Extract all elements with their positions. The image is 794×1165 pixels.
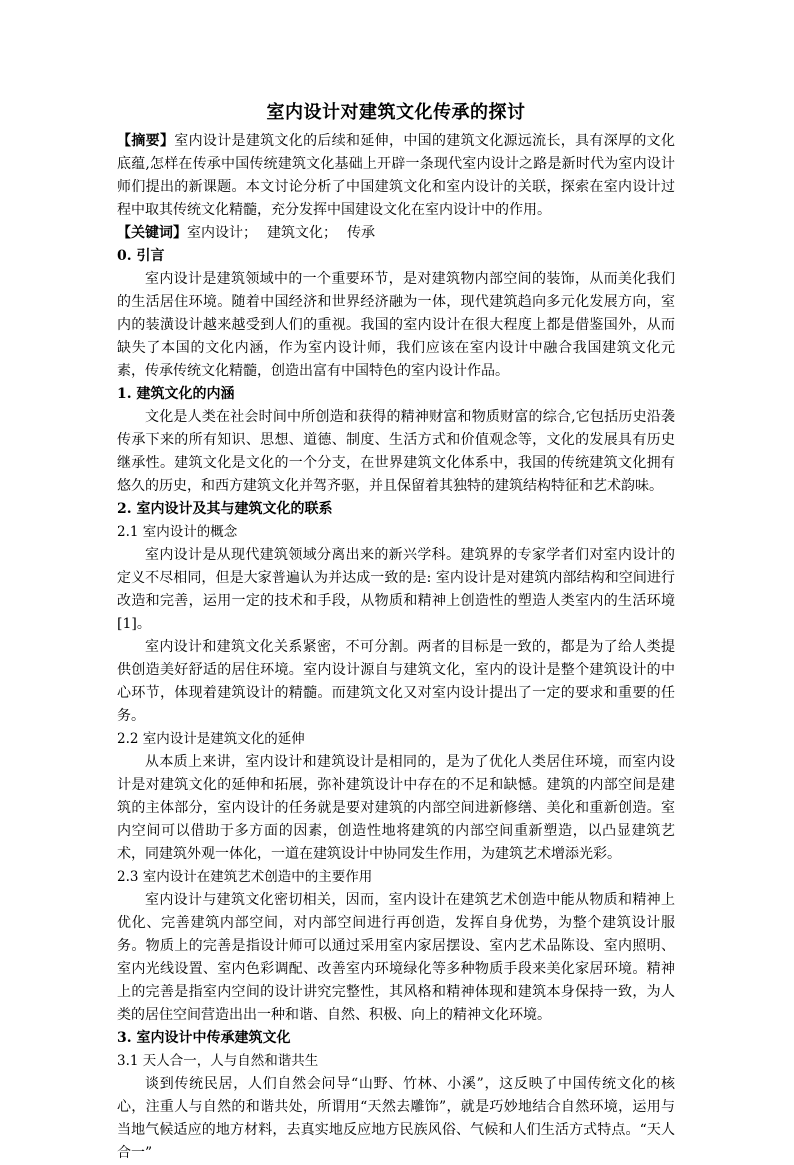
section-heading-introduction: 0. 引言 [117, 248, 165, 264]
body-paragraph: 从本质上来讲，室内设计和建筑设计是相同的，是为了优化人类居住环境，而室内设计是对建筑文化的延伸和拓展，弥补建筑设计中存在的不足和缺憾。建筑的内部空间是建筑的主体部分，室内设计的任务就是要对建筑的内部空间进新修缮、美化和重新创造。室内空间可以借助于多方面的因素，创造性地将建筑的内部空间重新塑造，以凸显建筑艺术，同建筑外观一体化，一道在建筑设计中协同发生作用，为建筑艺术增添光彩。 [117, 754, 675, 862]
body-paragraph: 室内设计是从现代建筑领域分离出来的新兴学科。建筑界的专家学者们对室内设计的定义不尽相同，但是大家普遍认为并达成一致的是: 室内设计是对建筑内部结构和空间进行改造和完善，运用一定的技术和手段，从物质和精神上创造性的塑造人类室内的生活环境[1]。 [117, 547, 675, 632]
keywords-line [117, 222, 675, 245]
abstract-paragraph [117, 130, 675, 222]
body-paragraph: 室内设计与建筑文化密切相关，因而，室内设计在建筑艺术创造中能从物质和精神上优化、完善建筑内部空间，对内部空间进行再创造，发挥自身优势，为整个建筑设计服务。物质上的完善是指设计师可以通过采用室内家居摆设、室内艺术品陈设、室内照明、室内光线设置、室内色彩调配、改善室内环境绿化等多种物质手段来美化家居环境。精神上的完善是指室内空间的设计讲究完整性，其风格和精神体现和建筑本身保持一致，为人类的居住空间营造出出一种和谐、自然、积极、向上的精神文化环境。 [117, 892, 675, 1023]
document-page [117, 100, 675, 1165]
section-heading-culture: 1. 建筑文化的内涵 [117, 386, 235, 402]
abstract-label: 【摘要】 [117, 133, 175, 149]
subsection-heading: 2.3 室内设计在建筑艺术创造中的主要作用 [117, 869, 373, 885]
keyword-item: 传承 [347, 225, 375, 241]
section-heading-inheritance: 3. 室内设计中传承建筑文化 [117, 1030, 291, 1046]
keyword-item: 室内设计； [187, 225, 257, 241]
subsection-heading: 2.2 室内设计是建筑文化的延伸 [117, 731, 305, 747]
subsection-heading: 3.1 天人合一，人与自然和谐共生 [117, 1053, 319, 1069]
section-heading-relation: 2. 室内设计及其与建筑文化的联系 [117, 501, 333, 517]
subsection-heading: 2.1 室内设计的概念 [117, 524, 238, 540]
keyword-item: 建筑文化； [267, 225, 337, 241]
keywords-label: 【关键词】 [117, 225, 187, 241]
paper-title: 室内设计对建筑文化传承的探讨 [266, 102, 526, 123]
body-paragraph: 谈到传统民居，人们自然会问导“山野、竹林、小溪”，这反映了中国传统文化的核心，注重人与自然的和谐共处，所谓用“天然去雕饰”，就是巧妙地结合自然环境，运用与当地气候适应的地方材料，去真实地反应地方民族风俗、气候和人们生活方式特点。“天人合一” [117, 1076, 675, 1161]
body-paragraph: 文化是人类在社会时间中所创造和获得的精神财富和物质财富的综合,它包括历史沿袭传承下来的所有知识、思想、道德、制度、生活方式和价值观念等，文化的发展具有历史继承性。建筑文化是文化的一个分支，在世界建筑文化体系中，我国的传统建筑文化拥有悠久的历史，和西方建筑文化并驾齐驱，并且保留着其独特的建筑结构特征和艺术韵味。 [117, 409, 675, 494]
body-paragraph: 室内设计和建筑文化关系紧密，不可分割。两者的目标是一致的，都是为了给人类提供创造美好舒适的居住环境。室内设计源自与建筑文化，室内的设计是整个建筑设计的中心环节，体现着建筑设计的精髓。而建筑文化又对室内设计提出了一定的要求和重要的任务。 [117, 639, 675, 724]
abstract-text: 室内设计是建筑文化的后续和延伸，中国的建筑文化源远流长，具有深厚的文化底蕴,怎样在传承中国传统建筑文化基础上开辟一条现代室内设计之路是新时代为室内设计师们提出的新课题。本文讨论分析了中国建筑文化和室内设计的关联，探索在室内设计过程中取其传统文化精髓，充分发挥中国建设文化在室内设计中的作用。 [117, 133, 676, 218]
body-paragraph: 室内设计是建筑领域中的一个重要环节，是对建筑物内部空间的装饰，从而美化我们的生活居住环境。随着中国经济和世界经济融为一体，现代建筑趋向多元化发展方向，室内的装潢设计越来越受到人们的重视。我国的室内设计在很大程度上都是借鉴国外，从而缺失了本国的文化内涵，作为室内设计师，我们应该在室内设计中融合我国建筑文化元素，传承传统文化精髓，创造出富有中国特色的室内设计作品。 [117, 271, 675, 379]
